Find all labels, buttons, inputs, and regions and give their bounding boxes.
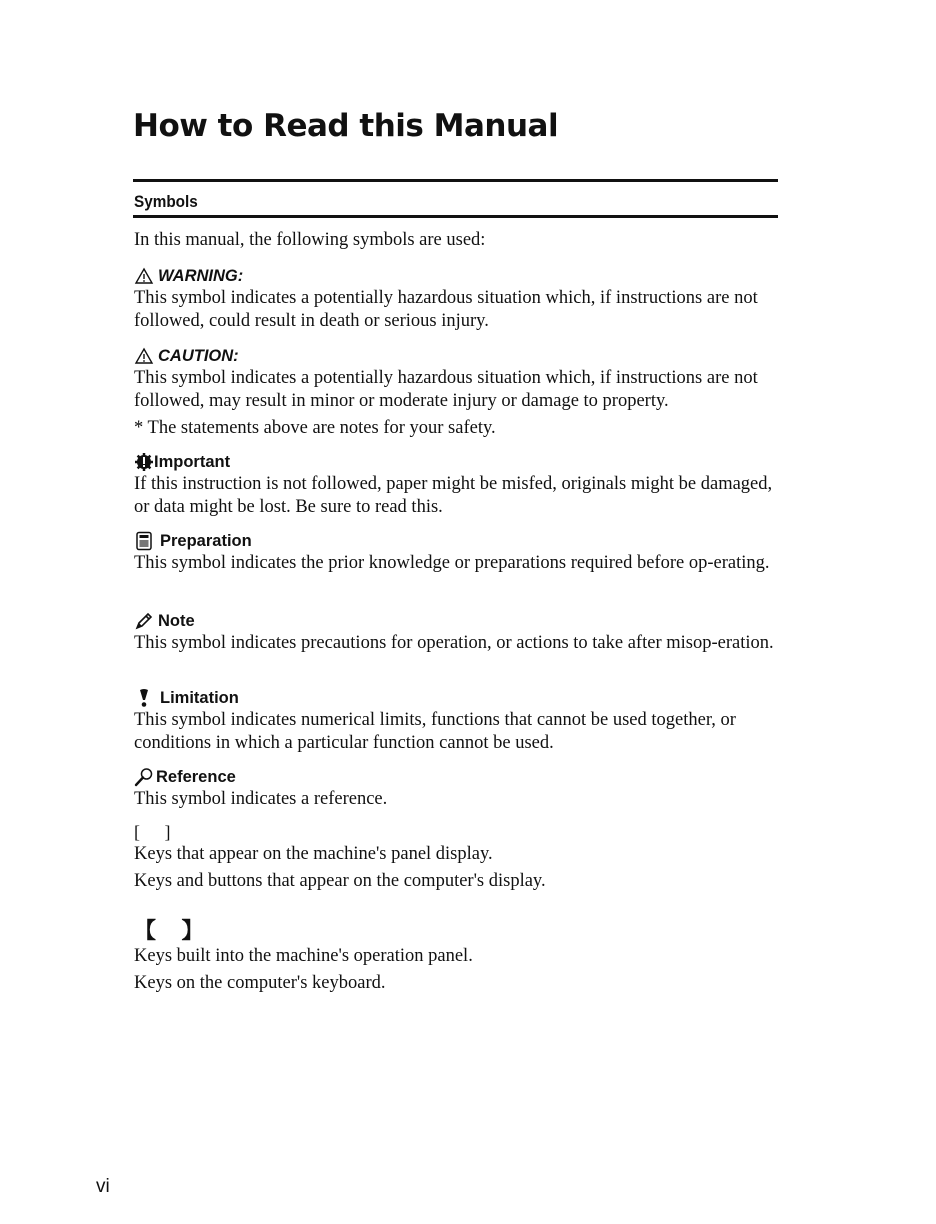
symbol-description: Keys that appear on the machine's panel display. (134, 844, 493, 864)
symbol-description: This symbol indicates numerical limits, functions that cannot be used together, or conditions in which a particular function cannot be used. (134, 710, 736, 753)
symbol-reference (134, 766, 779, 811)
bold-bracket-symbol: 【 】 (134, 918, 204, 943)
symbol-note (134, 610, 779, 655)
safety-footnote: * The statements above are notes for your safety. (134, 418, 496, 438)
symbol-label: WARNING: (158, 266, 244, 285)
symbol-description: This symbol indicates the prior knowledge or preparations required before op-erating. (134, 553, 770, 573)
symbol-description: Keys on the computer's keyboard. (134, 973, 386, 993)
symbol-label: CAUTION: (158, 346, 239, 365)
symbol-description: Keys built into the machine's operation panel. (134, 946, 473, 966)
symbol-description: This symbol indicates precautions for operation, or actions to take after misop-eration. (134, 633, 774, 653)
symbol-warning (134, 265, 779, 333)
symbol-label: Reference (156, 767, 236, 786)
preparation-calculator-icon (134, 531, 154, 551)
section-rule-top (133, 179, 778, 182)
symbol-hardware-keys (134, 914, 779, 995)
symbol-description: This symbol indicates a potentially hazardous situation which, if instructions are not followed, could result in death or serious injury. (134, 288, 758, 331)
symbol-important (134, 451, 779, 519)
page-title: How to Read this Manual (133, 108, 559, 144)
symbol-description: Keys and buttons that appear on the computer's display. (134, 871, 546, 891)
important-gear-icon (134, 452, 154, 472)
symbol-caution (134, 345, 779, 440)
reference-magnifier-icon (134, 767, 154, 787)
symbol-label: Limitation (160, 688, 239, 707)
intro-text: In this manual, the following symbols are used: (134, 230, 486, 250)
symbol-label: Note (158, 611, 195, 630)
symbol-description: This symbol indicates a potentially hazardous situation which, if instructions are not followed, may result in minor or moderate injury or damage to property. (134, 368, 758, 411)
symbol-display-keys (134, 822, 779, 893)
symbol-label: Important (154, 452, 231, 471)
section-title: Symbols (134, 192, 198, 211)
symbol-description: This symbol indicates a reference. (134, 789, 388, 809)
section-rule-bottom (133, 215, 778, 218)
symbol-preparation (134, 530, 779, 575)
limitation-exclamation-icon (134, 688, 154, 708)
warning-triangle-icon (134, 266, 154, 286)
symbol-label: Preparation (160, 531, 252, 550)
bracket-symbol: [ ] (134, 822, 171, 842)
symbol-limitation (134, 687, 779, 755)
caution-triangle-icon (134, 346, 154, 366)
symbol-description: If this instruction is not followed, paper might be misfed, originals might be damaged, or data might be lost. Be sure to read this. (134, 474, 773, 517)
note-pencil-icon (134, 611, 154, 631)
page-number: vi (96, 1176, 110, 1197)
